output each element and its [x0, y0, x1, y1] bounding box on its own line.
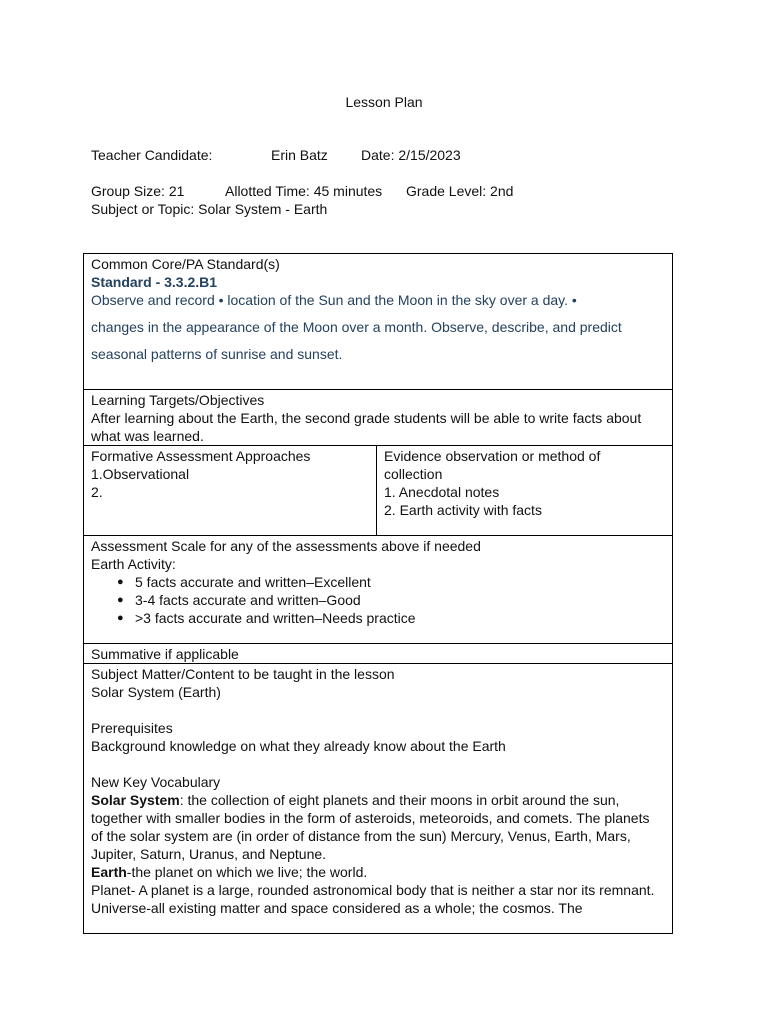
evidence-heading: Evidence observation or method of collection — [384, 448, 601, 482]
content-heading: Subject Matter/Content to be taught in the lesson — [91, 666, 395, 682]
standard-code: Standard - 3.3.2.B1 — [91, 274, 218, 290]
formative-heading: Formative Assessment Approaches — [91, 448, 311, 464]
standard-line-1: Observe and record • location of the Sun and the Moon in the sky over a day. • — [91, 292, 577, 308]
solar-system-definition: : the collection of eight planets and their moons in orbit around the sun, together with smaller bodies in the form of asteroids, meteoroids, and comets. The planets of the solar system are (in order of distance from the sun) Mercury, Venus, Earth, Mars, Jupiter, Saturn, Uranus, and Neptune. — [91, 792, 650, 862]
content-row — [84, 664, 673, 934]
teacher-name: Erin Batz — [271, 147, 328, 163]
summative-heading: Summative if applicable — [91, 646, 239, 662]
subject-topic: Subject or Topic: Solar System - Earth — [91, 201, 328, 217]
formative-item-2: 2. — [91, 484, 103, 500]
scale-item-needs-practice: ● >3 facts accurate and written–Needs practice — [117, 609, 665, 627]
standard-line-3: seasonal patterns of sunrise and sunset. — [91, 346, 343, 362]
summative-cell — [84, 644, 673, 664]
formative-row — [84, 446, 673, 536]
scale-item-excellent: ● 5 facts accurate and written–Excellent — [117, 573, 665, 591]
vocab-heading: New Key Vocabulary — [91, 774, 221, 790]
scale-list — [91, 573, 665, 627]
evidence-cell — [377, 446, 673, 536]
scale-item-good: ● 3-4 facts accurate and written–Good — [117, 591, 665, 609]
objectives-text: After learning about the Earth, the second grade students will be able to write facts about what was learned. — [91, 410, 642, 444]
solar-system-term: Solar System — [91, 792, 180, 808]
formative-item-1: 1.Observational — [91, 466, 190, 482]
earth-definition: -the planet on which we live; the world. — [126, 864, 368, 880]
summative-row — [84, 644, 673, 664]
scale-cell — [84, 536, 673, 644]
vocab-universe: Universe-all existing matter and space considered as a whole; the cosmos. The — [91, 900, 583, 916]
scale-heading: Assessment Scale for any of the assessments above if needed — [91, 538, 481, 554]
objectives-row — [84, 390, 673, 446]
prereq-heading: Prerequisites — [91, 720, 173, 736]
vocab-planet: Planet- A planet is a large, rounded astronomical body that is neither a star nor its remnant. — [91, 882, 655, 898]
lesson-date: Date: 2/15/2023 — [361, 147, 461, 163]
content-cell — [84, 664, 673, 934]
standards-cell — [84, 254, 673, 390]
prereq-text: Background knowledge on what they already know about the Earth — [91, 738, 506, 754]
teacher-label: Teacher Candidate: — [91, 147, 213, 163]
standards-heading: Common Core/PA Standard(s) — [91, 256, 280, 272]
grade-level: Grade Level: 2nd — [406, 183, 514, 199]
earth-term: Earth — [91, 864, 127, 880]
earth-activity-label: Earth Activity: — [91, 556, 176, 572]
standard-line-2: changes in the appearance of the Moon over a month. Observe, describe, and predict — [91, 319, 622, 335]
evidence-item-2: 2. Earth activity with facts — [384, 502, 542, 518]
standards-row — [84, 254, 673, 390]
page-title: Lesson Plan — [345, 94, 423, 110]
vocab-solar-system — [91, 791, 665, 863]
allotted-time: Allotted Time: 45 minutes — [225, 183, 383, 199]
group-size: Group Size: 21 — [91, 183, 185, 199]
objectives-heading: Learning Targets/Objectives — [91, 392, 265, 408]
vocab-earth — [91, 863, 665, 881]
lesson-plan-table — [83, 253, 673, 934]
scale-row — [84, 536, 673, 644]
content-topic: Solar System (Earth) — [91, 684, 221, 700]
evidence-item-1: 1. Anecdotal notes — [384, 484, 500, 500]
formative-cell — [84, 446, 377, 536]
objectives-cell — [84, 390, 673, 446]
